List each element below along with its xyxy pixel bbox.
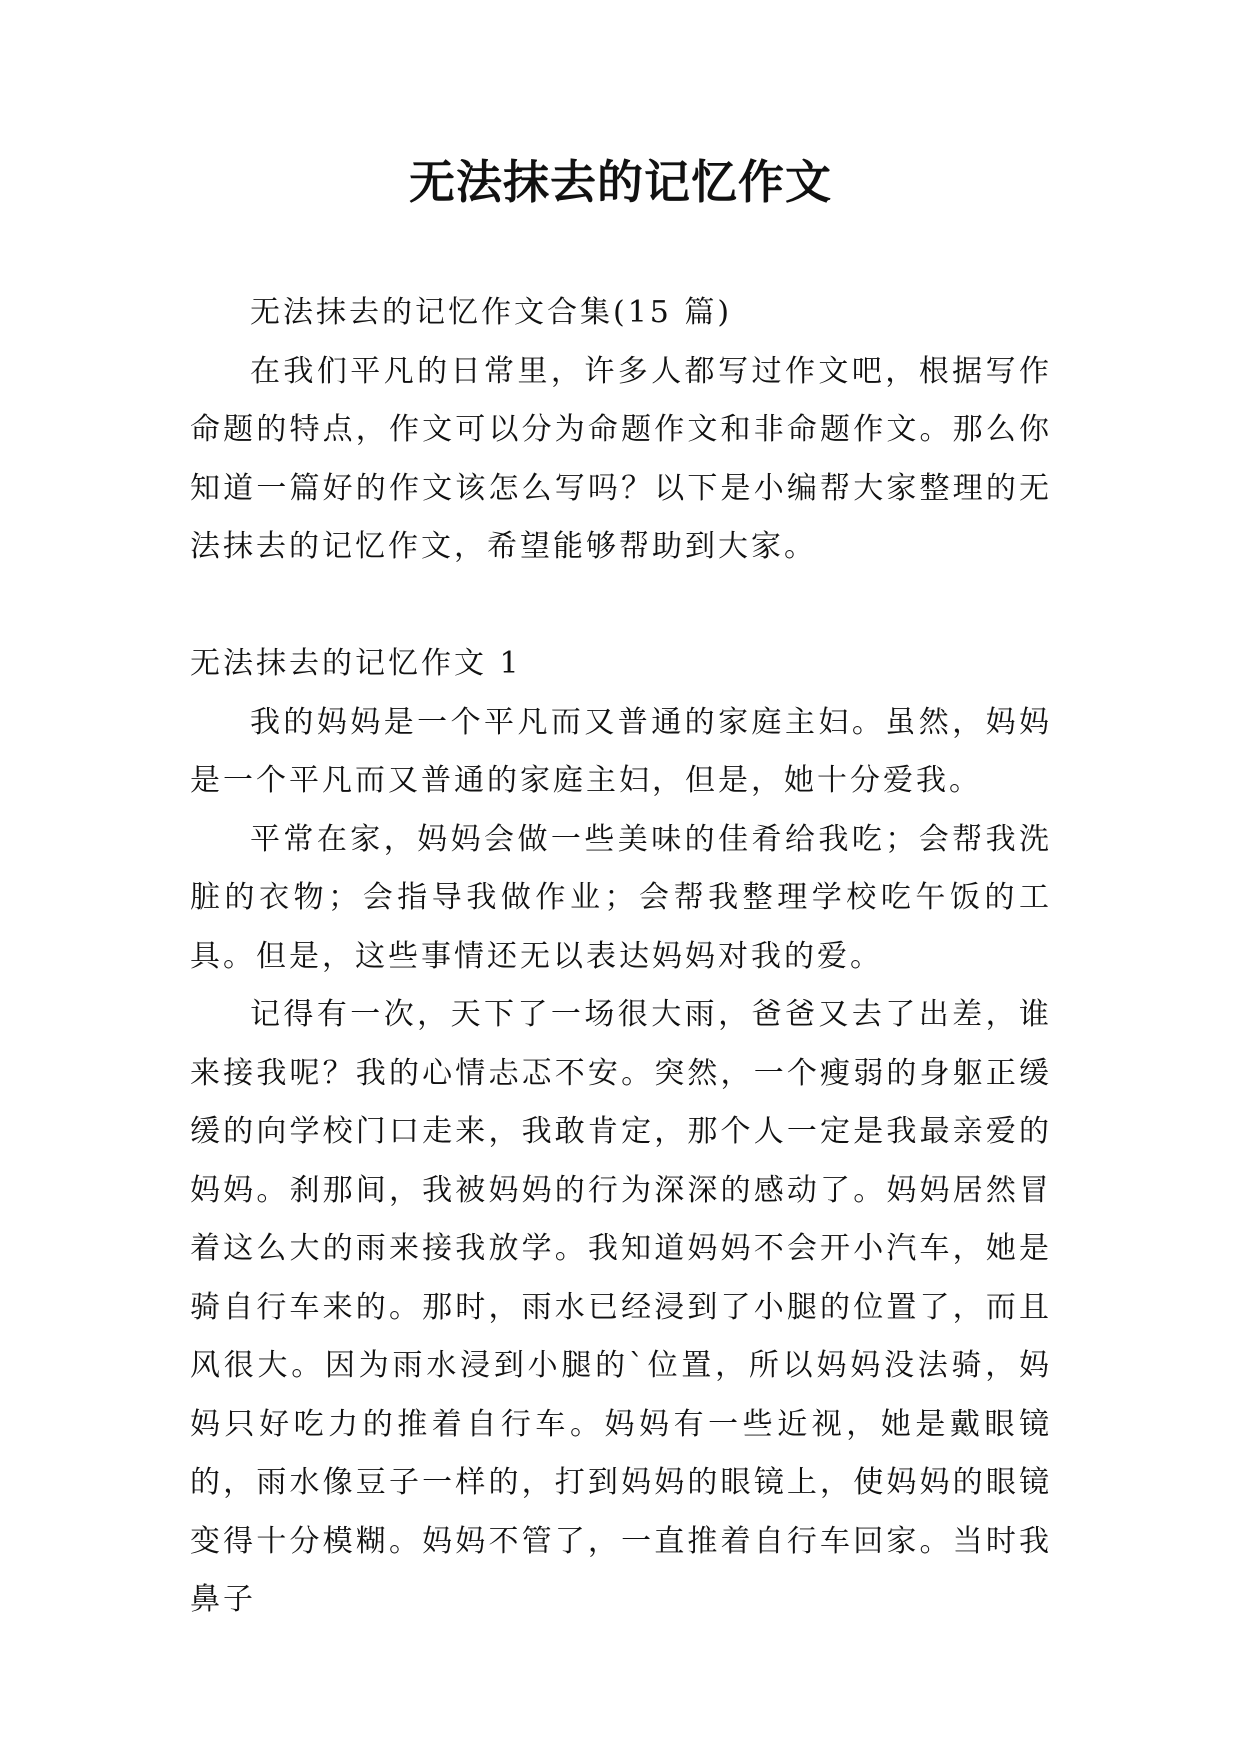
body-paragraph: 记得有一次，天下了一场很大雨，爸爸又去了出差，谁来接我呢？我的心情忐忑不安。突然，一个瘦弱的身躯正缓缓的向学校门口走来，我敢肯定，那个人一定是我最亲爱的妈妈。刹那间，我被妈妈的行为深深的感动了。妈妈居然冒着这么大的雨来接我放学。我知道妈妈不会开小汽车，她是骑自行车来的。那时，雨水已经浸到了小腿的位置了，而且风很大。因为雨水浸到小腿的`位置，所以妈妈没法骑，妈妈只好吃力的推着自行车。妈妈有一些近视，她是戴眼镜的，雨水像豆子一样的，打到妈妈的眼镜上，使妈妈的眼镜变得十分模糊。妈妈不管了，一直推着自行车回家。当时我鼻子: [190, 997, 1052, 1617]
document-subtitle: 无法抹去的记忆作文合集(15 篇): [250, 295, 733, 330]
document-body: [190, 284, 1052, 1630]
intro-paragraph: 在我们平凡的日常里，许多人都写过作文吧，根据写作命题的特点，作文可以分为命题作文和非命题作文。那么你知道一篇好的作文该怎么写吗？以下是小编帮大家整理的无法抹去的记忆作文，希望能够帮助到大家。: [190, 353, 1052, 564]
body-paragraph: 平常在家，妈妈会做一些美味的佳肴给我吃；会帮我洗脏的衣物；会指导我做作业；会帮我整理学校吃午饭的工具。但是，这些事情还无以表达妈妈对我的爱。: [190, 821, 1052, 974]
section-heading: 无法抹去的记忆作文 1: [190, 646, 522, 681]
document-title: 无法抹去的记忆作文: [409, 155, 832, 209]
body-paragraph: 我的妈妈是一个平凡而又普通的家庭主妇。虽然，妈妈是一个平凡而又普通的家庭主妇，但是，她十分爱我。: [190, 704, 1052, 798]
